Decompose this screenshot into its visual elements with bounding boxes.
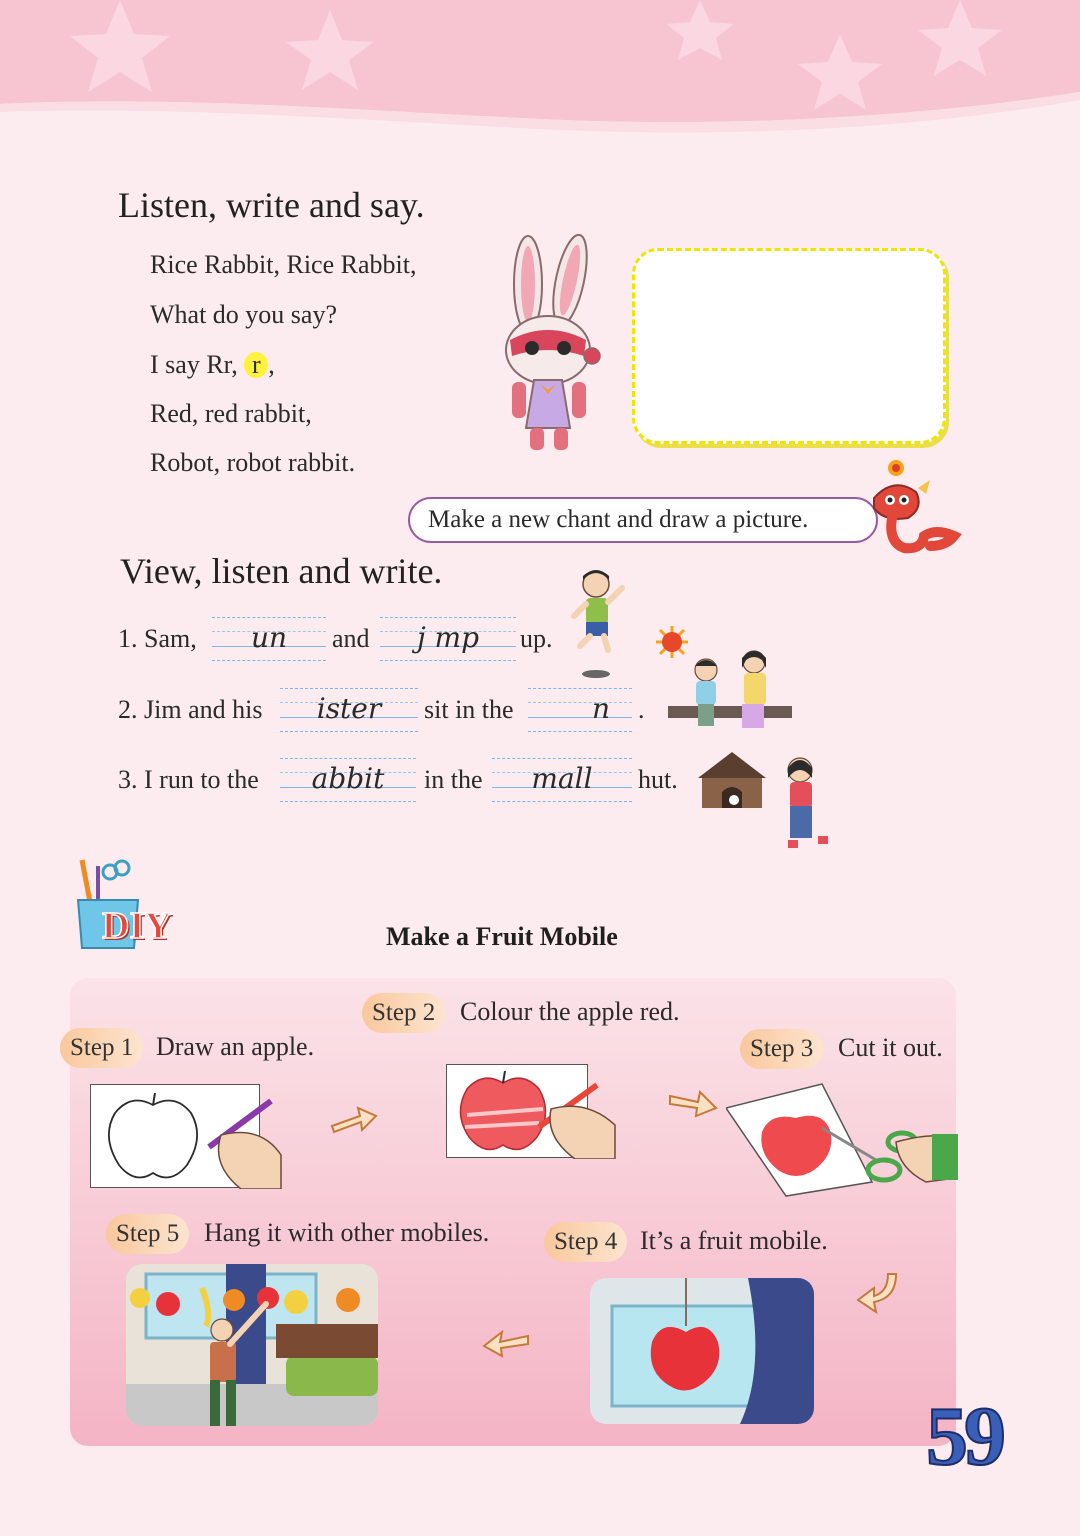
exercise-3-blank-1[interactable] — [280, 758, 416, 802]
step-1-picture — [90, 1084, 260, 1188]
step-3-label: Step 3 — [740, 1029, 823, 1069]
exercise-1-blank-2[interactable] — [380, 617, 516, 661]
exercise-3-start: 3. I run to the — [118, 765, 259, 794]
arrow-right-down-icon — [668, 1088, 718, 1118]
step-1-label: Step 1 — [60, 1028, 143, 1068]
exercise-2-blank-2-answer: n — [591, 692, 610, 725]
make-chant-prompt: Make a new chant and draw a picture. — [408, 497, 878, 543]
step-2-label: Step 2 — [362, 993, 445, 1033]
exercise-1-end: up. — [520, 624, 553, 653]
sun-bench-kids-illustration — [650, 624, 796, 740]
step-5-label: Step 5 — [106, 1214, 189, 1254]
step-4-text: It’s a fruit mobile. — [640, 1226, 828, 1255]
rabbit-hut-girl-illustration — [692, 748, 836, 858]
step-2-picture — [446, 1064, 588, 1158]
arrow-left-icon — [482, 1330, 530, 1358]
drawing-apple-illustration — [91, 1085, 291, 1189]
exercise-2-blank-1[interactable] — [280, 688, 418, 732]
exercise-3-end: hut. — [638, 765, 678, 794]
drawing-box[interactable] — [632, 248, 946, 444]
header-star-band — [0, 0, 1080, 140]
exercise-2-end: . — [638, 695, 645, 724]
highlighted-letter-r: r — [244, 352, 268, 378]
page-number-text: 59 — [926, 1390, 1002, 1483]
arrow-right-icon — [330, 1104, 378, 1134]
diy-badge: DIY — [102, 905, 172, 947]
step-5-picture — [126, 1264, 378, 1426]
chant-line-3 — [150, 350, 275, 380]
step-4-picture — [590, 1278, 814, 1424]
robot-rabbit-illustration — [496, 232, 606, 458]
dragon-mascot-illustration — [864, 458, 962, 554]
hanging-apple-illustration — [590, 1278, 814, 1424]
chant-line-5: Robot, robot rabbit. — [150, 448, 356, 477]
view-listen-write-title: View, listen and write. — [120, 551, 443, 591]
step-5-text: Hang it with other mobiles. — [204, 1218, 490, 1247]
jumping-boy-illustration — [566, 566, 632, 680]
chant-line-2: What do you say? — [150, 300, 338, 329]
exercise-1-blank-2-answer: j mp — [416, 621, 480, 654]
listen-write-say-title: Listen, write and say. — [118, 185, 425, 225]
exercise-3-middle: in the — [424, 765, 483, 794]
step-1-text: Draw an apple. — [156, 1032, 315, 1061]
arrow-down-left-icon — [856, 1272, 900, 1314]
exercise-2-blank-1-answer: ister — [316, 692, 382, 725]
step-3-text: Cut it out. — [838, 1033, 943, 1062]
step-2-text: Colour the apple red. — [460, 997, 680, 1026]
colouring-apple-illustration — [447, 1065, 617, 1159]
diy-title: Make a Fruit Mobile — [386, 922, 618, 951]
exercise-3-blank-2[interactable] — [492, 758, 632, 802]
exercise-2-blank-2[interactable] — [528, 688, 632, 732]
cutting-apple-illustration — [726, 1078, 958, 1198]
exercise-1-blank-1[interactable] — [212, 617, 326, 661]
boy-hanging-mobiles-illustration — [126, 1264, 378, 1426]
chant-line-3-suffix: , — [268, 350, 275, 379]
exercise-1-middle: and — [332, 624, 370, 653]
exercise-3-blank-2-answer: mall — [531, 762, 593, 795]
exercise-2-start: 2. Jim and his — [118, 695, 263, 724]
step-4-label: Step 4 — [544, 1222, 627, 1262]
exercise-2-middle: sit in the — [424, 695, 514, 724]
chant-line-1: Rice Rabbit, Rice Rabbit, — [150, 250, 417, 279]
exercise-1-blank-1-answer: un — [250, 621, 288, 654]
chant-line-4: Red, red rabbit, — [150, 399, 312, 428]
chant-line-3-prefix: I say Rr, — [150, 350, 245, 379]
page-number — [926, 1388, 1002, 1485]
exercise-3-blank-1-answer: abbit — [311, 762, 385, 795]
exercise-1-start: 1. Sam, — [118, 624, 197, 653]
